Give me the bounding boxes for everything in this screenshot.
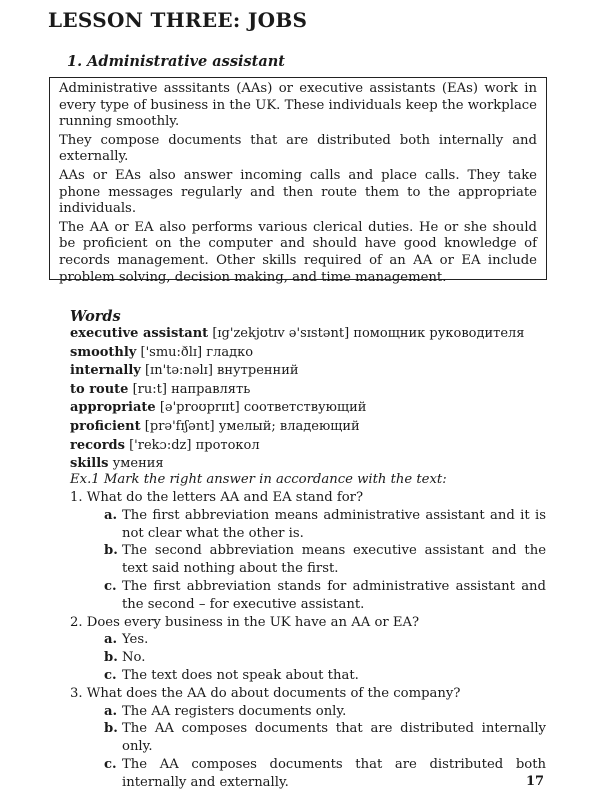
vocab-transcription: [ɪn'tə:nəlɪ] [144,363,213,379]
option-text: The second abbreviation means executive assistant and the text said nothing about the first. [122,543,546,577]
option-letter: a. [104,632,118,648]
option-letter: c. [104,756,117,772]
words-title: Words [70,308,121,325]
vocab-translation: направлять [171,381,251,397]
vocab-item [70,362,560,381]
vocab-transcription: [prə'fɪʃənt] [144,418,215,434]
exercise-title: Ex.1 Mark the right answer in accordance with the text: [70,472,447,487]
vocab-translation: внутренний [217,363,299,379]
option-letter: c. [104,578,117,594]
option-text: The AA composes documents that are distributed internally only. [122,721,546,755]
option-letter: c. [104,667,117,683]
option-text: The AA composes documents that are distributed both internally and externally. [122,756,546,790]
vocab-term: to route [70,381,129,397]
vocab-term: skills [70,456,109,472]
vocab-translation: соответствующий [243,400,367,416]
lesson-title: LESSON THREE: JOBS [48,8,308,32]
option-text: The text does not speak about that. [122,667,359,683]
vocab-term: proficient [70,418,141,434]
vocab-item [70,325,560,344]
answer-option[interactable] [104,720,546,756]
option-text: The AA registers documents only. [122,703,347,719]
vocab-translation: умения [112,456,164,472]
vocab-item [70,418,560,437]
answer-option[interactable] [104,649,546,667]
answer-option[interactable] [104,542,546,578]
option-letter: b. [104,650,118,666]
vocab-translation: протокол [195,437,260,453]
reading-passage-box [49,77,547,285]
vocab-transcription: [ru:t] [132,381,167,397]
option-letter: b. [104,721,118,737]
vocab-transcription: [ɪg'zekjʊtɪv ə'sɪstənt] [212,326,350,341]
vocab-item [70,399,560,418]
vocab-translation: умелый; владеющий [218,418,360,434]
answer-option[interactable] [104,507,546,543]
passage-paragraph: AAs or EAs also answer incoming calls and place calls. They take phone messages regularly and then route them to the appropriate individuals. [59,167,537,217]
vocab-term: appropriate [70,400,156,416]
vocab-transcription: ['smu:ðlɪ] [140,344,203,360]
answer-option[interactable] [104,631,546,649]
vocab-term: internally [70,363,141,379]
option-text: The first abbreviation means administrative assistant and it is not clear what the other is. [122,507,546,541]
vocab-translation: помощник руководителя [353,326,525,341]
question: 3. What does the AA do about documents of the company? [70,685,461,701]
question-list [70,489,546,792]
answer-option[interactable] [104,703,546,721]
option-letter: a. [104,703,118,719]
vocab-item [70,437,560,456]
vocabulary-list [70,325,560,474]
answer-option[interactable] [104,756,546,792]
answer-option[interactable] [104,667,546,685]
vocab-transcription: ['rekɔ:dz] [129,437,192,453]
option-text: The first abbreviation stands for administrative assistant and the second – for executive assistant. [122,578,546,612]
vocab-transcription: [ə'proʊprɪɪt] [159,400,240,416]
question: 2. Does every business in the UK have an AA or EA? [70,614,420,630]
question: 1. What do the letters AA and EA stand for? [70,490,364,505]
option-letter: b. [104,543,118,559]
vocab-translation: гладко [206,344,254,360]
page-number: 17 [526,774,545,789]
vocab-term: records [70,437,125,453]
answer-option[interactable] [104,578,546,614]
option-text: No. [122,650,146,666]
passage-paragraph: They compose documents that are distributed both internally and externally. [59,132,537,165]
vocab-term: smoothly [70,344,137,360]
section-title: 1. Administrative assistant [67,53,286,70]
option-text: Yes. [122,632,149,648]
vocab-item [70,381,560,400]
option-letter: a. [104,507,118,523]
vocab-term: executive assistant [70,326,209,341]
vocab-item [70,455,560,474]
vocab-item [70,344,560,363]
passage-paragraph: Administrative asssitants (AAs) or executive assistants (EAs) work in every type of business in the UK. These individuals keep the workplace running smoothly. [59,81,537,130]
passage-paragraph: The AA or EA also performs various clerical duties. He or she should be proficient on the computer and should have good knowledge of records management. Other skills required of an AA or EA include problem solving, decision making, and time management. [59,219,537,285]
